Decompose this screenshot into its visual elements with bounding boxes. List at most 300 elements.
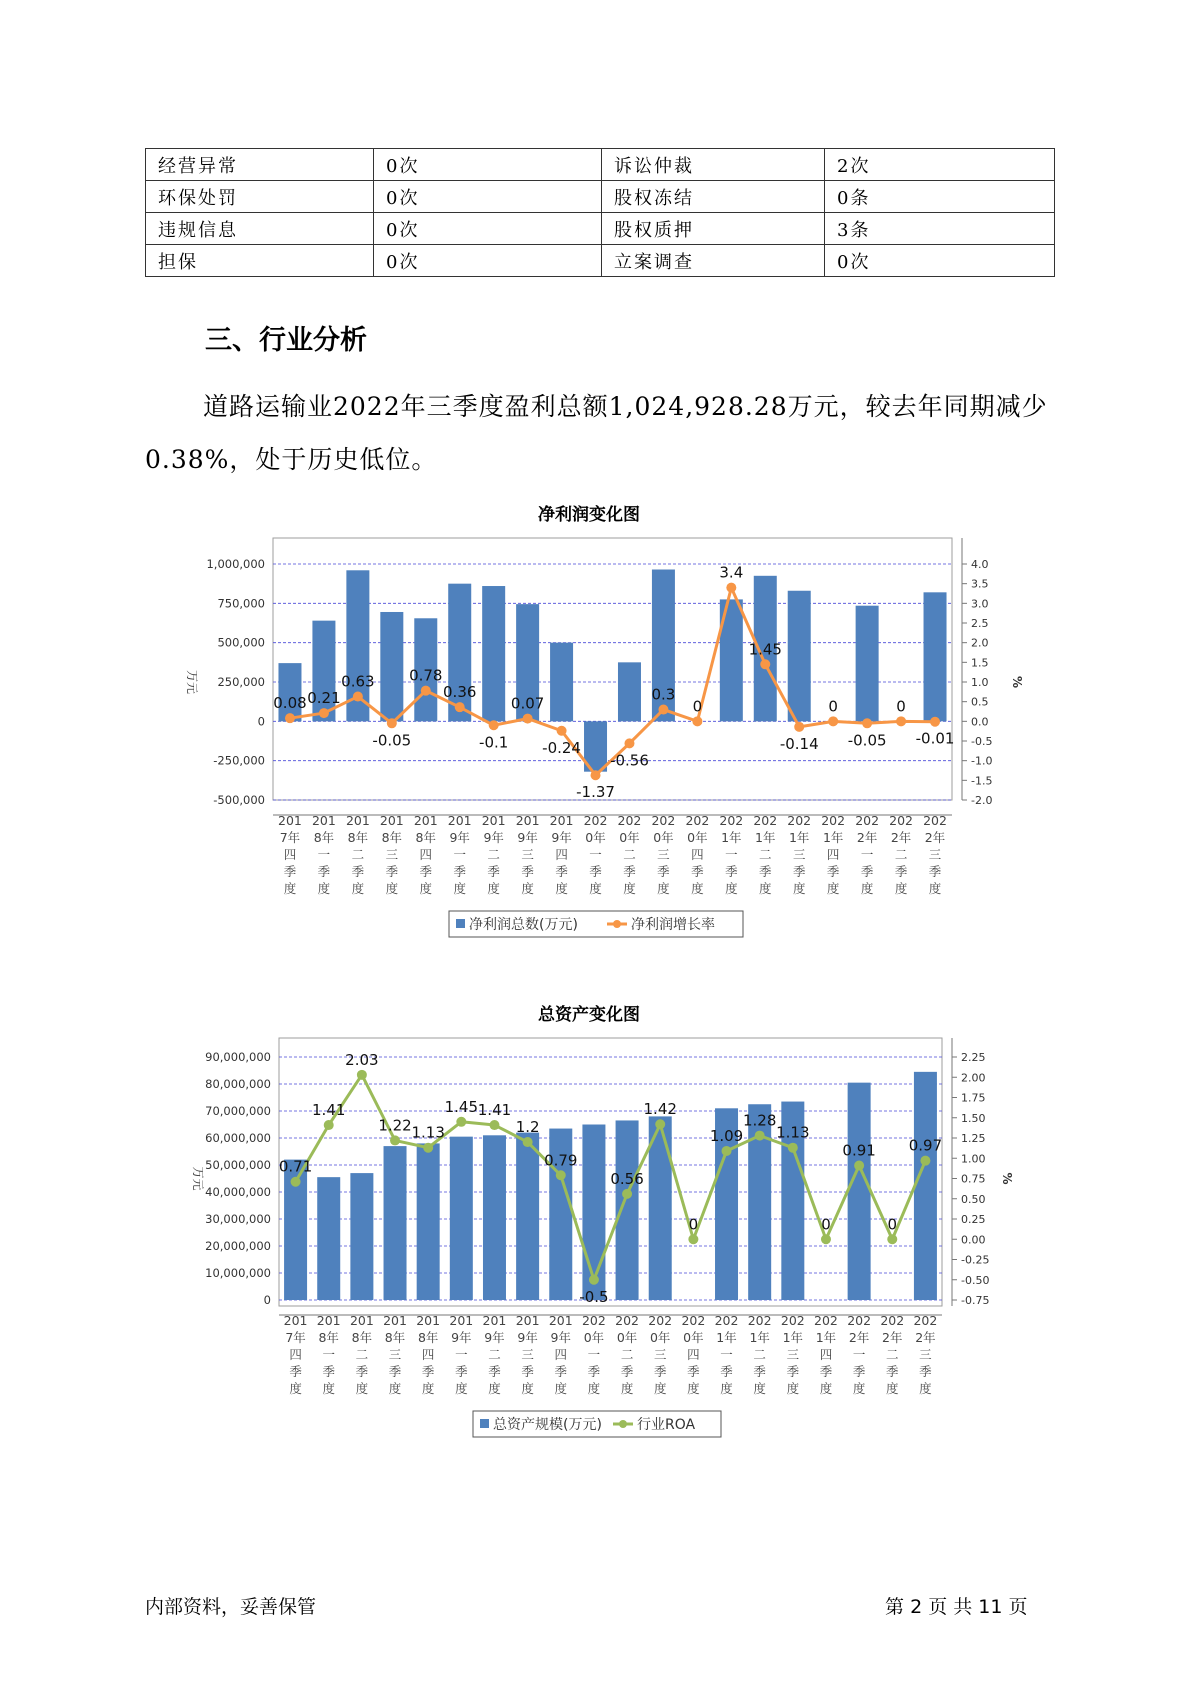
x-tick-label: 9年 <box>451 1330 472 1345</box>
data-label: 0.36 <box>443 683 477 702</box>
x-tick-label: 201 <box>515 1313 540 1328</box>
x-tick-label: 202 <box>651 813 676 828</box>
bar <box>384 1146 407 1300</box>
bar <box>848 1083 871 1300</box>
x-tick-label: 度 <box>521 881 534 896</box>
x-tick-label: 201 <box>549 813 574 828</box>
legend-bar-label: 总资产规模(万元) <box>493 1417 602 1433</box>
x-tick-label: 9年 <box>449 830 470 845</box>
x-tick-label: 季 <box>852 1364 866 1379</box>
x-tick-label: 一 <box>852 1347 866 1362</box>
data-label: 1.42 <box>643 1100 677 1119</box>
x-tick-label: 9年 <box>517 830 538 845</box>
data-label: 1.13 <box>776 1123 810 1142</box>
x-tick-label: 四 <box>419 847 433 862</box>
bar <box>317 1177 340 1300</box>
data-label: -0.1 <box>479 733 509 752</box>
x-tick-label: 度 <box>759 881 772 896</box>
x-tick-label: 201 <box>379 813 404 828</box>
y2-tick-label: 0.00 <box>961 1233 986 1247</box>
x-tick-label: 0年 <box>649 1330 671 1345</box>
data-label: 0 <box>692 697 703 716</box>
data-label: 0.71 <box>278 1157 313 1176</box>
legend-line-marker <box>619 1420 627 1428</box>
x-tick-label: 季 <box>753 1364 766 1379</box>
x-tick-label: 度 <box>786 1381 800 1396</box>
table-cell-value: 0次 <box>374 245 602 277</box>
y2-tick-label: 1.00 <box>961 1152 986 1166</box>
y2-tick-label: 1.0 <box>971 676 989 689</box>
x-tick-label: 1年 <box>721 830 742 845</box>
x-tick-label: 度 <box>852 1381 866 1396</box>
line-point <box>821 1234 831 1244</box>
y2-tick-label: 4.0 <box>971 558 989 571</box>
x-tick-label: 度 <box>421 1381 435 1396</box>
x-tick-label: 度 <box>554 1381 568 1396</box>
y-tick-label: 500,000 <box>217 635 265 650</box>
x-tick-label: 季 <box>351 864 365 879</box>
x-tick-label: 一 <box>453 847 466 862</box>
x-tick-label: 四 <box>819 1347 833 1362</box>
chart-title-net-profit: 净利润变化图 <box>538 505 640 525</box>
x-tick-label: 季 <box>792 864 806 879</box>
x-tick-label: 度 <box>351 881 365 896</box>
x-tick-label: 202 <box>787 813 812 828</box>
x-tick-label: 8年 <box>313 830 335 845</box>
x-tick-label: 三 <box>521 1347 534 1362</box>
x-tick-label: 202 <box>615 1313 640 1328</box>
y-tick-label: 20,000,000 <box>205 1239 271 1253</box>
x-tick-label: 201 <box>383 1313 407 1328</box>
y-tick-label: 30,000,000 <box>205 1212 271 1226</box>
table-cell-value: 2次 <box>825 149 1055 181</box>
line-point <box>854 1161 864 1171</box>
data-label: 0.79 <box>544 1151 578 1170</box>
data-label: 0.3 <box>651 685 676 704</box>
table-cell-label: 违规信息 <box>146 213 374 245</box>
y-tick-label: 60,000,000 <box>205 1131 271 1145</box>
bar <box>483 1135 506 1300</box>
table-cell-label: 股权冻结 <box>602 181 825 213</box>
line-point <box>788 1143 798 1153</box>
x-tick-label: 度 <box>928 881 942 896</box>
bar <box>450 1137 473 1300</box>
line-point <box>887 1234 897 1244</box>
x-tick-label: 2年 <box>856 830 878 845</box>
x-tick-label: 季 <box>725 864 738 879</box>
y-tick-label: 40,000,000 <box>205 1185 271 1199</box>
x-tick-label: 二 <box>487 847 500 862</box>
y2-tick-label: -0.25 <box>961 1253 990 1267</box>
y2-tick-label: 0.50 <box>961 1192 986 1206</box>
x-tick-label: 201 <box>515 813 540 828</box>
x-tick-label: 1年 <box>755 830 776 845</box>
x-tick-label: 度 <box>653 1381 667 1396</box>
x-tick-label: 季 <box>691 864 704 879</box>
data-label: -0.05 <box>372 731 412 750</box>
x-tick-label: 三 <box>657 847 670 862</box>
x-tick-label: 202 <box>913 1313 938 1328</box>
y-tick-label: 250,000 <box>217 675 265 689</box>
x-tick-label: 度 <box>792 881 806 896</box>
x-tick-label: 季 <box>555 864 568 879</box>
bar <box>582 1125 605 1301</box>
x-tick-label: 三 <box>792 847 806 862</box>
x-tick-label: 季 <box>421 1364 435 1379</box>
y2-tick-label: 1.5 <box>971 656 989 670</box>
x-tick-label: 201 <box>316 1313 341 1328</box>
bar <box>516 1133 539 1300</box>
x-tick-label: 1年 <box>749 1330 770 1345</box>
y2-tick-label: 1.50 <box>961 1111 986 1125</box>
data-label: 1.45 <box>748 640 782 659</box>
x-tick-label: 四 <box>555 847 568 862</box>
x-tick-label: 季 <box>657 864 670 879</box>
chart-title-total-assets: 总资产变化图 <box>538 1005 640 1025</box>
y-axis-label: 万元 <box>185 669 199 695</box>
x-tick-label: 202 <box>821 813 846 828</box>
y2-tick-label: 2.25 <box>961 1051 986 1064</box>
bar <box>616 1120 639 1300</box>
x-tick-label: 一 <box>720 1347 733 1362</box>
table-cell-value: 0次 <box>374 213 602 245</box>
y-tick-label: 0 <box>263 1293 271 1307</box>
data-label: 1.13 <box>411 1123 445 1142</box>
x-tick-label: 季 <box>819 1364 833 1379</box>
table-cell-value: 0次 <box>825 245 1055 277</box>
x-tick-label: 0年 <box>585 830 606 845</box>
x-tick-label: 四 <box>691 847 704 862</box>
line-point <box>291 1177 301 1187</box>
x-tick-label: 度 <box>691 881 704 896</box>
x-tick-label: 四 <box>554 1347 568 1362</box>
x-tick-label: 201 <box>278 813 302 828</box>
x-tick-label: 度 <box>826 881 840 896</box>
x-tick-label: 二 <box>753 1347 766 1362</box>
x-tick-label: 0年 <box>616 1330 638 1345</box>
x-tick-label: 0年 <box>653 830 674 845</box>
x-tick-label: 201 <box>548 1313 573 1328</box>
data-label: 0.63 <box>341 672 375 691</box>
y-tick-label: 750,000 <box>217 596 265 611</box>
legend-line-label: 行业ROA <box>637 1417 696 1433</box>
x-tick-label: 度 <box>487 881 500 896</box>
x-tick-label: 度 <box>725 881 738 896</box>
x-tick-label: 2年 <box>890 830 912 845</box>
x-tick-label: 202 <box>814 1313 838 1328</box>
x-tick-label: 201 <box>345 813 370 828</box>
x-tick-label: 四 <box>826 847 840 862</box>
x-tick-label: 三 <box>786 1347 800 1362</box>
x-tick-label: 1年 <box>822 830 844 845</box>
x-tick-label: 二 <box>620 1347 634 1362</box>
data-label: 0.91 <box>842 1141 876 1160</box>
y-tick-label: 70,000,000 <box>205 1104 271 1118</box>
data-label: 1.22 <box>378 1116 412 1135</box>
x-tick-label: 季 <box>620 1364 634 1379</box>
y-tick-label: -500,000 <box>213 793 265 807</box>
x-tick-label: 202 <box>923 813 947 828</box>
y2-tick-label: 3.0 <box>971 597 989 611</box>
x-tick-label: 2年 <box>848 1330 870 1345</box>
x-tick-label: 季 <box>289 1364 302 1379</box>
x-tick-label: 季 <box>521 1364 534 1379</box>
footer-page-mid: 页 共 <box>928 1596 973 1618</box>
y2-tick-label: -1.0 <box>971 754 993 768</box>
x-tick-label: 四 <box>283 847 297 862</box>
table-cell-label: 环保处罚 <box>146 181 374 213</box>
data-label: 0 <box>821 1215 831 1234</box>
x-tick-label: 202 <box>681 1313 706 1328</box>
x-tick-label: 季 <box>455 1364 468 1379</box>
y-axis-label: 万元 <box>191 1166 205 1191</box>
x-tick-label: 三 <box>653 1347 667 1362</box>
data-label: 0.78 <box>409 666 443 685</box>
x-tick-label: 度 <box>521 1381 534 1396</box>
x-tick-label: 季 <box>653 1364 667 1379</box>
x-tick-label: 201 <box>449 1313 474 1328</box>
bar <box>350 1173 373 1300</box>
x-tick-label: 201 <box>481 813 506 828</box>
table-cell-label: 股权质押 <box>602 213 825 245</box>
x-tick-label: 季 <box>521 864 534 879</box>
x-tick-label: 2年 <box>924 830 946 845</box>
x-tick-label: 二 <box>355 1347 369 1362</box>
x-tick-label: 四 <box>687 1347 700 1362</box>
data-label: 0.07 <box>510 694 545 713</box>
x-tick-label: 一 <box>860 847 874 862</box>
table-cell-label: 立案调查 <box>602 245 825 277</box>
x-tick-label: 202 <box>581 1313 606 1328</box>
x-tick-label: 9年 <box>551 830 572 845</box>
x-tick-label: 1年 <box>716 1330 737 1345</box>
x-tick-label: 202 <box>648 1313 673 1328</box>
x-tick-label: 季 <box>589 864 602 879</box>
x-tick-label: 9年 <box>483 830 504 845</box>
line-point <box>324 1120 334 1130</box>
line-point <box>357 1070 367 1080</box>
data-label: 0.97 <box>908 1136 943 1155</box>
x-tick-label: 度 <box>455 1381 468 1396</box>
x-tick-label: 201 <box>311 813 336 828</box>
x-tick-label: 0年 <box>583 1330 605 1345</box>
y-tick-label: 90,000,000 <box>205 1050 271 1064</box>
x-tick-label: 二 <box>488 1347 501 1362</box>
line-point <box>489 1120 499 1130</box>
x-tick-label: 8年 <box>384 1330 406 1345</box>
line-point <box>556 1170 566 1180</box>
data-label: 0 <box>896 697 906 716</box>
line-point <box>688 1234 698 1244</box>
y2-tick-label: -2.0 <box>971 794 993 807</box>
y2-tick-label: 1.25 <box>961 1132 986 1145</box>
x-tick-label: 8年 <box>415 830 437 845</box>
x-tick-label: 202 <box>719 813 744 828</box>
x-tick-label: 8年 <box>318 1330 339 1345</box>
x-tick-label: 度 <box>687 1381 700 1396</box>
x-tick-label: 三 <box>928 847 942 862</box>
data-label: -0.5 <box>579 1287 609 1306</box>
x-tick-label: 202 <box>780 1313 805 1328</box>
x-tick-label: 202 <box>685 813 710 828</box>
table-cell-label: 担保 <box>146 245 374 277</box>
data-label: 0.56 <box>610 1169 644 1188</box>
x-tick-label: 度 <box>355 1381 369 1396</box>
x-tick-label: 二 <box>351 847 365 862</box>
x-tick-label: 度 <box>283 881 297 896</box>
x-tick-label: 度 <box>886 1381 899 1396</box>
x-tick-label: 9年 <box>484 1330 505 1345</box>
y2-tick-label: -0.5 <box>971 735 993 748</box>
x-tick-label: 季 <box>623 864 636 879</box>
x-tick-label: 202 <box>747 1313 772 1328</box>
x-tick-label: 度 <box>620 1381 634 1396</box>
data-label: 1.09 <box>709 1126 744 1145</box>
data-label: 3.4 <box>719 563 744 582</box>
x-tick-label: 度 <box>322 1381 335 1396</box>
y-tick-label: 1,000,000 <box>206 557 265 571</box>
x-tick-label: 202 <box>880 1313 905 1328</box>
y2-axis-label: % <box>1000 1172 1014 1185</box>
x-tick-label: 季 <box>886 1364 899 1379</box>
y2-tick-label: 0.75 <box>961 1172 986 1186</box>
data-label: 1.41 <box>477 1101 512 1120</box>
x-tick-label: 季 <box>928 864 942 879</box>
x-tick-label: 三 <box>521 847 534 862</box>
x-tick-label: 0年 <box>619 830 640 845</box>
x-tick-label: 季 <box>283 864 297 879</box>
x-tick-label: 202 <box>617 813 642 828</box>
legend-bar-label: 净利润总数(万元) <box>469 917 578 933</box>
x-tick-label: 8年 <box>351 1330 373 1345</box>
legend-bar-swatch <box>480 1419 489 1428</box>
line-point <box>589 1275 599 1285</box>
x-tick-label: 202 <box>583 813 608 828</box>
x-tick-label: 201 <box>482 1313 507 1328</box>
table-cell-label: 诉讼仲裁 <box>602 149 825 181</box>
bar <box>914 1072 937 1300</box>
x-tick-label: 度 <box>623 881 636 896</box>
x-tick-label: 一 <box>589 847 602 862</box>
x-tick-label: 度 <box>657 881 670 896</box>
x-tick-label: 202 <box>889 813 914 828</box>
y-tick-label: 10,000,000 <box>205 1266 271 1280</box>
y2-tick-label: 1.75 <box>961 1091 986 1105</box>
x-tick-label: 季 <box>919 1364 932 1379</box>
line-point <box>423 1143 433 1153</box>
x-tick-label: 二 <box>623 847 636 862</box>
x-tick-label: 三 <box>919 1347 932 1362</box>
x-tick-label: 1年 <box>782 1330 804 1345</box>
x-tick-label: 四 <box>421 1347 435 1362</box>
data-label: 0 <box>688 1215 699 1234</box>
footer-total-pages: 11 <box>978 1596 1003 1618</box>
x-tick-label: 8年 <box>417 1330 439 1345</box>
data-label: -0.01 <box>915 729 955 748</box>
x-tick-label: 度 <box>589 881 602 896</box>
table-cell-value: 0次 <box>374 181 602 213</box>
x-tick-label: 2年 <box>882 1330 903 1345</box>
data-label: 2.03 <box>345 1050 379 1069</box>
x-tick-label: 度 <box>385 881 399 896</box>
x-tick-label: 季 <box>587 1364 601 1379</box>
x-tick-label: 二 <box>759 847 772 862</box>
x-tick-label: 201 <box>416 1313 441 1328</box>
x-tick-label: 季 <box>355 1364 369 1379</box>
x-tick-label: 度 <box>894 881 908 896</box>
y-tick-label: 80,000,000 <box>205 1077 271 1091</box>
x-tick-label: 一 <box>317 847 331 862</box>
x-tick-label: 0年 <box>687 830 708 845</box>
x-tick-label: 202 <box>714 1313 739 1328</box>
x-tick-label: 0年 <box>683 1330 704 1345</box>
data-label: -0.14 <box>779 734 819 753</box>
footer-page-prefix: 第 <box>885 1596 905 1618</box>
x-tick-label: 1年 <box>788 830 810 845</box>
table-cell-label: 经营异常 <box>146 149 374 181</box>
x-tick-label: 二 <box>886 1347 899 1362</box>
x-tick-label: 季 <box>487 864 500 879</box>
line-point <box>920 1156 930 1166</box>
x-tick-label: 度 <box>587 1381 601 1396</box>
x-tick-label: 度 <box>419 881 433 896</box>
x-tick-label: 度 <box>289 1381 302 1396</box>
y-tick-label: -250,000 <box>213 753 265 768</box>
x-tick-label: 1年 <box>815 1330 837 1345</box>
x-tick-label: 一 <box>322 1347 335 1362</box>
y2-axis-label: % <box>1010 675 1024 689</box>
x-tick-label: 季 <box>554 1364 568 1379</box>
data-label: 1.45 <box>444 1097 479 1116</box>
x-tick-label: 度 <box>819 1381 833 1396</box>
x-tick-label: 季 <box>317 864 331 879</box>
x-tick-label: 度 <box>555 881 568 896</box>
data-label: 0.08 <box>273 694 307 713</box>
data-label: -1.37 <box>576 783 615 802</box>
table-cell-value: 0条 <box>825 181 1055 213</box>
y2-tick-label: 0.0 <box>971 715 989 729</box>
x-tick-label: 季 <box>453 864 466 879</box>
section-heading: 三、行业分析 <box>205 325 367 356</box>
x-tick-label: 度 <box>317 881 331 896</box>
x-tick-label: 9年 <box>517 1330 538 1345</box>
y2-tick-label: 2.00 <box>961 1071 986 1085</box>
line-point <box>456 1117 466 1127</box>
x-tick-label: 2年 <box>915 1330 936 1345</box>
line-point <box>722 1146 732 1156</box>
y2-tick-label: 2.5 <box>971 617 989 630</box>
y2-tick-label: 0.25 <box>961 1213 986 1226</box>
x-tick-label: 202 <box>847 1313 872 1328</box>
footer-page-info <box>885 1592 1028 1619</box>
x-tick-label: 季 <box>759 864 772 879</box>
bar <box>417 1143 440 1300</box>
data-label: 1.2 <box>515 1118 540 1137</box>
footer-page-suffix: 页 <box>1008 1596 1028 1618</box>
y2-tick-label: -0.75 <box>961 1294 990 1307</box>
x-tick-label: 8年 <box>381 830 403 845</box>
x-tick-label: 202 <box>753 813 778 828</box>
x-tick-label: 季 <box>826 864 840 879</box>
x-tick-label: 季 <box>786 1364 800 1379</box>
x-tick-label: 度 <box>453 881 466 896</box>
x-tick-label: 7年 <box>285 1330 306 1345</box>
line-point <box>523 1137 533 1147</box>
data-label: 0 <box>887 1215 898 1234</box>
table-cell-value: 3条 <box>825 213 1055 245</box>
x-tick-label: 9年 <box>550 1330 572 1345</box>
x-tick-label: 季 <box>385 864 399 879</box>
